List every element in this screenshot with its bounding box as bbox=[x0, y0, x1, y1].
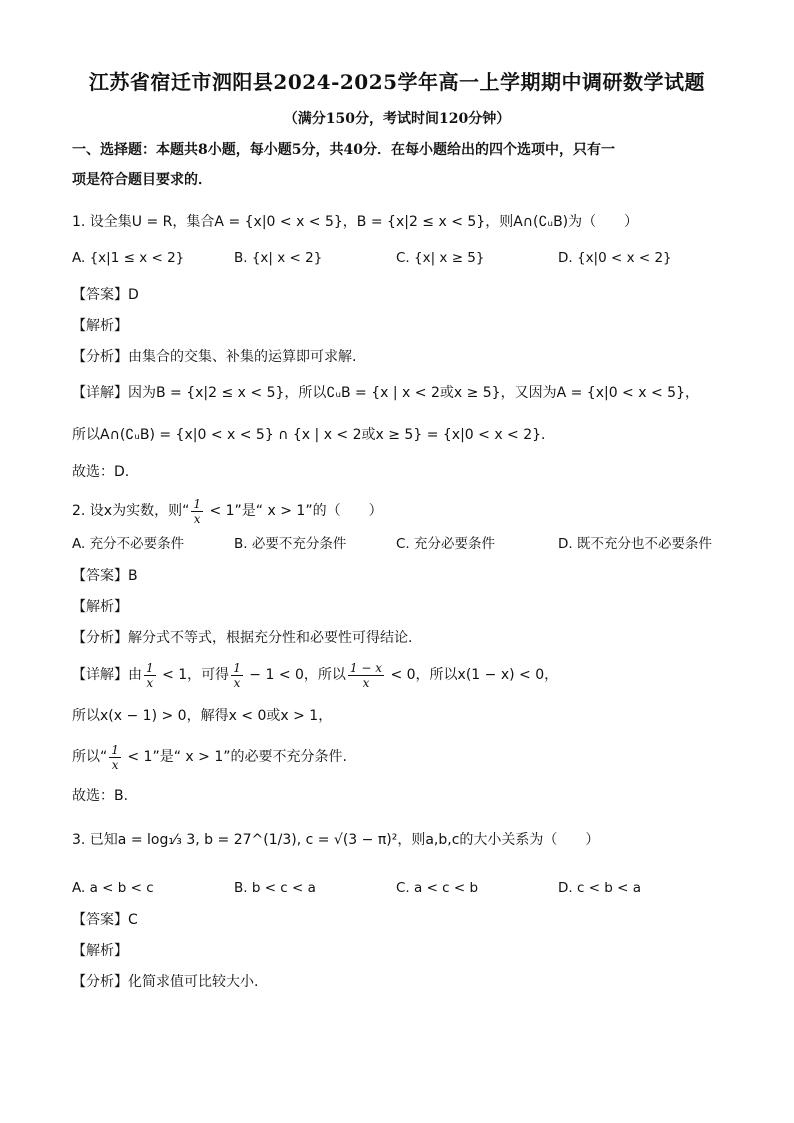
fraction-1-over-x: $\frac{1}{x}$ bbox=[233, 660, 241, 690]
q3-stem: 3. 已知a = log₁⁄₃ 3, b = 27^(1/3), c = √(3 − π)²，则a,b,c的大小关系为（ ） bbox=[72, 832, 600, 848]
q2-xiangjie-line3: 所以“ $\frac{1}{x}$ < 1”是“ x > 1”的必要不充分条件. bbox=[72, 742, 347, 772]
q2-option-b: B. 必要不充分条件 bbox=[234, 536, 347, 552]
q2-option-a: A. 充分不必要条件 bbox=[72, 536, 185, 552]
q2-answer: 【答案】B bbox=[72, 568, 138, 584]
q1-xiangjie-line1: 【详解】因为B = {x|2 ≤ x < 5}，所以∁ᵤB = {x | x < 2或x ≥ 5}，又因为A = {x|0 < x < 5}， bbox=[72, 385, 699, 401]
q2-analysis-label: 【解析】 bbox=[72, 599, 128, 615]
q3-analysis-label: 【解析】 bbox=[72, 943, 128, 959]
q1-stem: 1. 设全集U = R，集合A = {x|0 < x < 5}，B = {x|2 ≤ x < 5}，则A∩(∁ᵤB)为（ ） bbox=[72, 214, 639, 230]
q1-analysis-label: 【解析】 bbox=[72, 318, 128, 334]
q2-xiangjie-line2: 所以x(x − 1) > 0，解得x < 0或x > 1， bbox=[72, 708, 333, 724]
q3-answer: 【答案】C bbox=[72, 912, 138, 928]
q2-option-d: D. 既不充分也不必要条件 bbox=[558, 536, 712, 552]
q1-option-b: B. {x| x < 2} bbox=[234, 250, 323, 266]
q2-stem-post: < 1”是“ x > 1”的（ ） bbox=[205, 503, 383, 519]
page-title: 江苏省宿迁市泗阳县2024-2025学年高一上学期期中调研数学试题 bbox=[88, 70, 706, 94]
q3-option-d: D. c < b < a bbox=[558, 880, 642, 896]
q1-option-c: C. {x| x ≥ 5} bbox=[396, 250, 485, 266]
q1-conclusion: 故选：D. bbox=[72, 464, 130, 480]
q2-stem-pre: 2. 设x为实数，则“ bbox=[72, 503, 190, 519]
q3-option-a: A. a < b < c bbox=[72, 880, 154, 896]
fraction-1-over-x: $\frac{1}{x}$ bbox=[193, 496, 201, 526]
section-heading-line1: 一、选择题：本题共8小题，每小题5分，共40分．在每小题给出的四个选项中，只有一 bbox=[72, 142, 615, 158]
q3-option-c: C. a < c < b bbox=[396, 880, 479, 896]
q2-conclusion: 故选：B. bbox=[72, 788, 129, 804]
fraction-1-minus-x-over-x: $\frac{1 - x}{x}$ bbox=[349, 660, 382, 690]
q2-option-c: C. 充分必要条件 bbox=[396, 536, 496, 552]
q2-fenxi: 【分析】解分式不等式，根据充分性和必要性可得结论. bbox=[72, 630, 413, 646]
q1-xiangjie-line2: 所以A∩(∁ᵤB) = {x|0 < x < 5} ∩ {x | x < 2或x ≥ 5} = {x|0 < x < 2}． bbox=[72, 427, 556, 443]
exam-info: （满分150分，考试时间120分钟） bbox=[283, 111, 511, 127]
q2-stem bbox=[72, 496, 383, 526]
q1-option-a: A. {x|1 ≤ x < 2} bbox=[72, 250, 185, 266]
q1-fenxi: 【分析】由集合的交集、补集的运算即可求解. bbox=[72, 349, 357, 365]
q3-option-b: B. b < c < a bbox=[234, 880, 316, 896]
section-heading-line2: 项是符合题目要求的． bbox=[72, 172, 212, 188]
q3-fenxi: 【分析】化简求值可比较大小. bbox=[72, 974, 259, 990]
fraction-1-over-x: $\frac{1}{x}$ bbox=[111, 742, 119, 772]
fraction-1-over-x: $\frac{1}{x}$ bbox=[146, 660, 154, 690]
q1-answer: 【答案】D bbox=[72, 287, 139, 303]
q2-xiangjie-line1: 【详解】由 $\frac{1}{x}$ < 1，可得 $\frac{1}{x}$ − 1 < 0，所以 $\frac{1 - x}{x}$ < 0，所以x(1 − x) < 0， bbox=[72, 660, 559, 690]
q1-option-d: D. {x|0 < x < 2} bbox=[558, 250, 672, 266]
